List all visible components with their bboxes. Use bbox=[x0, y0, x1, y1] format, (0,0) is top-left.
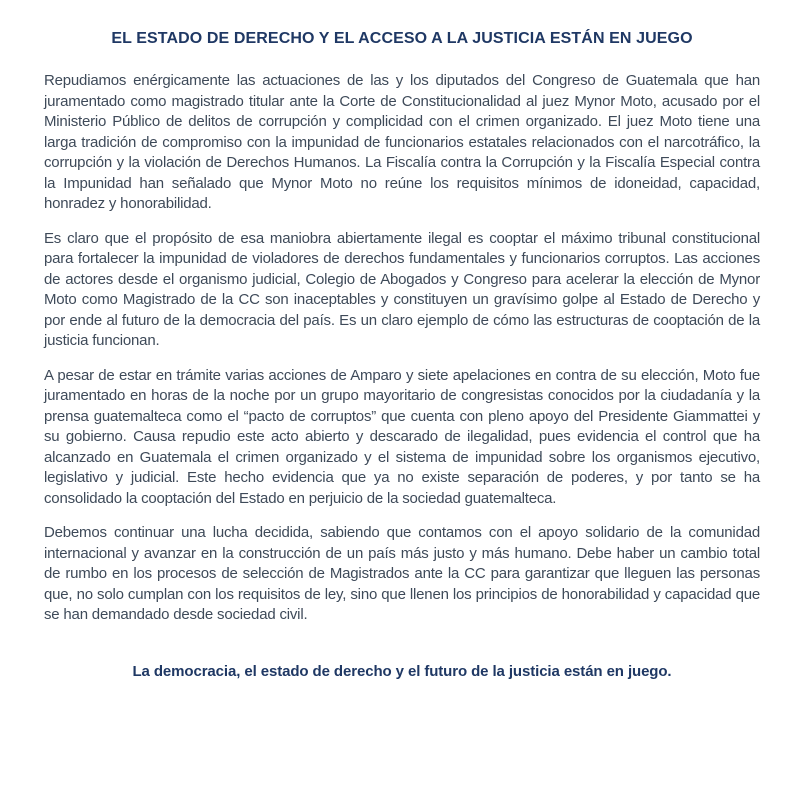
paragraph-repudio: Repudiamos enérgicamente las actuaciones de las y los diputados del Congreso de Guatemala que han juramentado como magistrado titular ante la Corte de Constitucionalidad al juez Mynor Moto, acusado por el Ministerio Público de delitos de corrupción y complicidad con el crimen organizado. El juez Moto tiene una larga tradición de compromiso con la impunidad de funcionarios estatales relacionados con el narcotráfico, la corrupción y la violación de Derechos Humanos. La Fiscalía contra la Corrupción y la Fiscalía Especial contra la Impunidad han señalado que Mynor Moto no reúne los requisitos mínimos de idoneidad, capacidad, honradez y honorabilidad. bbox=[44, 72, 760, 212]
paragraph-proposito: Es claro que el propósito de esa maniobra abiertamente ilegal es cooptar el máximo tribunal constitucional para fortalecer la impunidad de violadores de derechos fundamentales y funcionarios corruptos. Las acciones de actores desde el organismo judicial, Colegio de Abogados y Congreso para acelerar la elección de Mynor Moto como Magistrado de la CC son inaceptables y constituyen un gravísimo golpe al Estado de Derecho y por ende al futuro de la democracia del país. Es un claro ejemplo de cómo las estructuras de cooptación de la justicia funcionan. bbox=[44, 229, 760, 349]
paragraph-lucha: Debemos continuar una lucha decidida, sabiendo que contamos con el apoyo solidario de la comunidad internacional y avanzar en la construcción de un país más justo y más humano. Debe haber un cambio total de rumbo en los procesos de selección de Magistrados ante la CC para garantizar que lleguen las personas que, no solo cumplan con los requisitos de ley, sino que llenen los principios de honorabilidad y capacidad que se han demandado desde sociedad civil. bbox=[44, 524, 760, 623]
paragraph-amparo: A pesar de estar en trámite varias acciones de Amparo y siete apelaciones en contra de su elección, Moto fue juramentado en horas de la noche por un grupo mayoritario de congresistas conocidos por la ciudadanía y la prensa guatemalteca como el “pacto de corruptos” que cuenta con pleno apoyo del Presidente Giammattei y su gobierno. Causa repudio este acto abierto y descarado de ilegalidad, pues evidencia el control que ha alcanzado en Guatemala el crimen organizado y el sistema de impunidad sobre los organismos ejecutivo, legislativo y judicial. Este hecho evidencia que ya no existe separación de poderes, y por tanto se ha consolidado la cooptación del Estado en perjuicio de la sociedad guatemalteca. bbox=[44, 366, 760, 507]
closing-statement: La democracia, el estado de derecho y el futuro de la justicia están en juego. bbox=[132, 662, 672, 680]
document-title: EL ESTADO DE DERECHO Y EL ACCESO A LA JUSTICIA ESTÁN EN JUEGO bbox=[111, 30, 693, 47]
